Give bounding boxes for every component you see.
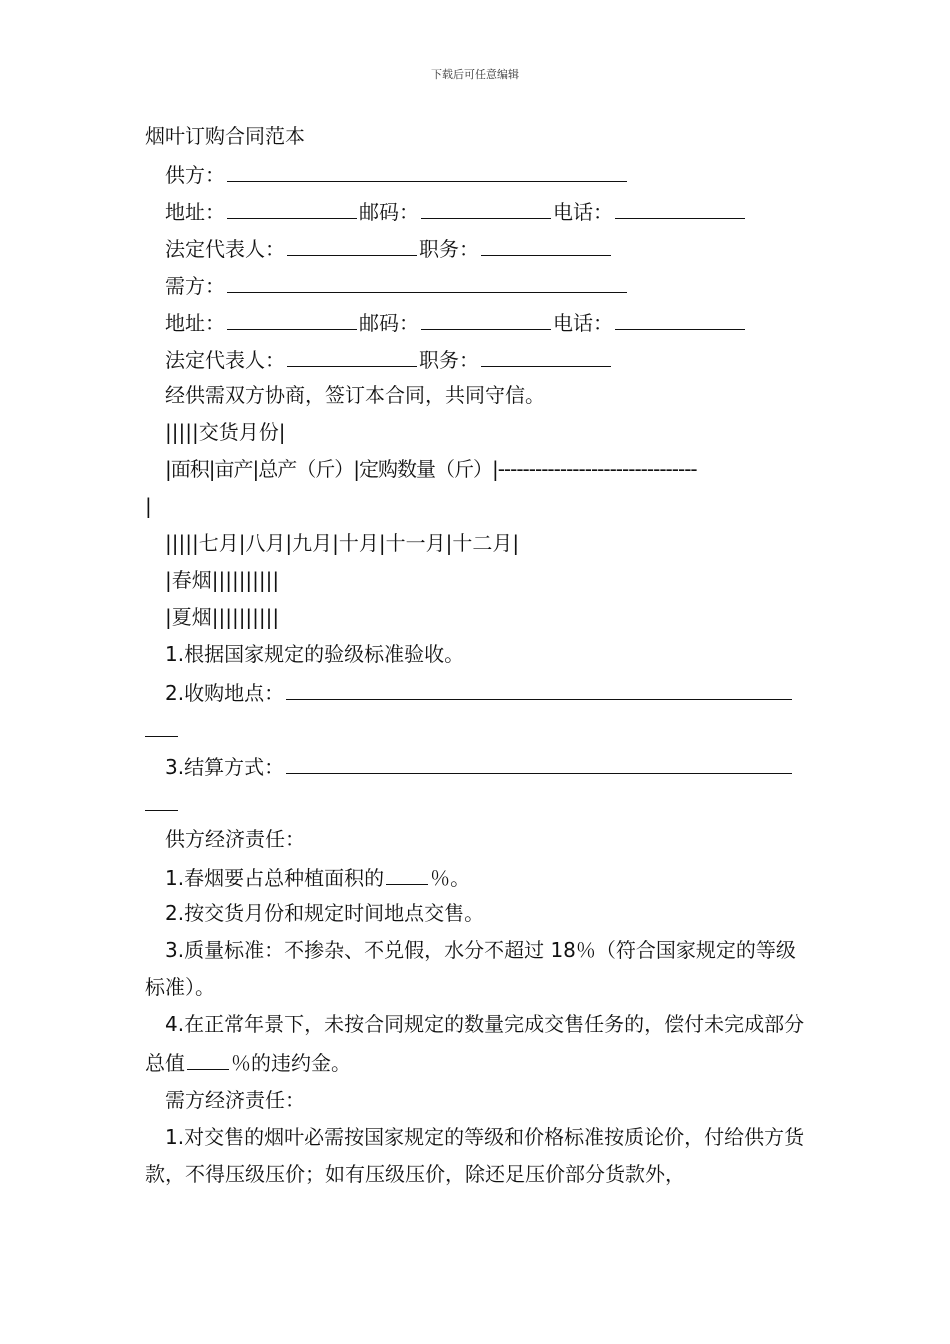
supplier-duty-1-post: ％。 bbox=[430, 866, 471, 890]
table-line-spring: |春烟|||||||||| bbox=[165, 568, 280, 592]
buyer-duty-1: 1.对交售的烟叶必需按国家规定的等级和价格标准按质论价，付给供方货款，不得压级压价；如有压级压价，除还足压价部分货款外， bbox=[145, 1125, 805, 1186]
supplier-rep-label: 法定代表人： bbox=[165, 237, 285, 261]
supplier-duty-4 bbox=[145, 1006, 808, 1082]
intro-text: 经供需双方协商，签订本合同，共同守信。 bbox=[165, 383, 545, 407]
table-line-wrap: | bbox=[145, 494, 152, 518]
clause-2-continuation bbox=[145, 710, 808, 747]
supplier-title-blank[interactable] bbox=[481, 229, 611, 256]
supplier-address-line bbox=[145, 192, 808, 229]
purchase-location-blank-continued[interactable] bbox=[145, 710, 178, 737]
penalty-percent-blank[interactable] bbox=[187, 1043, 229, 1070]
page-header: 下载后可任意编辑 bbox=[431, 68, 519, 81]
supplier-duty-2: 2.按交货月份和规定时间地点交售。 bbox=[165, 901, 485, 925]
buyer-address-line bbox=[145, 303, 808, 340]
buyer-line bbox=[145, 266, 808, 303]
supplier-tel-blank[interactable] bbox=[615, 192, 745, 219]
supplier-title-label: 职务： bbox=[419, 237, 479, 261]
supplier-duty-4-post: ％的违约金。 bbox=[231, 1051, 351, 1075]
purchase-location-blank[interactable] bbox=[286, 673, 792, 700]
supplier-address-blank[interactable] bbox=[227, 192, 357, 219]
buyer-rep-label: 法定代表人： bbox=[165, 348, 285, 372]
buyer-title-blank[interactable] bbox=[481, 340, 611, 367]
supplier-zip-label: 邮码： bbox=[359, 200, 419, 224]
clause-3-line bbox=[145, 747, 808, 784]
buyer-zip-label: 邮码： bbox=[359, 311, 419, 335]
settlement-method-blank[interactable] bbox=[286, 747, 792, 774]
table-line-months: |||||七月|八月|九月|十月|十一月|十二月| bbox=[165, 531, 520, 555]
supplier-duty-1 bbox=[145, 858, 808, 895]
table-line-summer: |夏烟|||||||||| bbox=[165, 605, 280, 629]
buyer-label: 需方： bbox=[165, 274, 225, 298]
supplier-name-blank[interactable] bbox=[227, 155, 627, 182]
buyer-rep-blank[interactable] bbox=[287, 340, 417, 367]
buyer-duties-heading: 需方经济责任： bbox=[165, 1088, 305, 1112]
settlement-method-blank-continued[interactable] bbox=[145, 784, 178, 811]
supplier-zip-blank[interactable] bbox=[421, 192, 551, 219]
supplier-line bbox=[145, 155, 808, 192]
spring-percent-blank[interactable] bbox=[386, 858, 428, 885]
buyer-tel-label: 电话： bbox=[553, 311, 613, 335]
supplier-label: 供方： bbox=[165, 163, 225, 187]
table-line-month-header: |||||交货月份| bbox=[165, 420, 286, 444]
buyer-title-label: 职务： bbox=[419, 348, 479, 372]
supplier-duties-heading: 供方经济责任： bbox=[165, 827, 305, 851]
supplier-rep-blank[interactable] bbox=[287, 229, 417, 256]
clause-3-continuation bbox=[145, 784, 808, 821]
clause-2-label: 2.收购地点： bbox=[165, 681, 285, 705]
supplier-duty-1-pre: 1.春烟要占总种植面积的 bbox=[165, 866, 385, 890]
supplier-tel-label: 电话： bbox=[553, 200, 613, 224]
buyer-name-blank[interactable] bbox=[227, 266, 627, 293]
clause-3-label: 3.结算方式： bbox=[165, 755, 285, 779]
supplier-duty-4-pre: 4.在正常年景下，未按合同规定的数量完成交售任务的，偿付未完成部分总值 bbox=[145, 1012, 805, 1075]
table-line-columns: |面积|亩产|总产（斤）|定购数量（斤）|-------------------------------- bbox=[165, 457, 697, 481]
buyer-zip-blank[interactable] bbox=[421, 303, 551, 330]
contract-document bbox=[145, 118, 808, 1193]
supplier-duty-3: 3.质量标准：不掺杂、不兑假，水分不超过 18％（符合国家规定的等级标准）。 bbox=[145, 938, 796, 999]
clause-1: 1.根据国家规定的验级标准验收。 bbox=[165, 642, 465, 666]
document-title: 烟叶订购合同范本 bbox=[145, 124, 305, 148]
supplier-address-label: 地址： bbox=[165, 200, 225, 224]
supplier-rep-line bbox=[145, 229, 808, 266]
buyer-address-label: 地址： bbox=[165, 311, 225, 335]
buyer-address-blank[interactable] bbox=[227, 303, 357, 330]
clause-2-line bbox=[145, 673, 808, 710]
buyer-rep-line bbox=[145, 340, 808, 377]
buyer-tel-blank[interactable] bbox=[615, 303, 745, 330]
